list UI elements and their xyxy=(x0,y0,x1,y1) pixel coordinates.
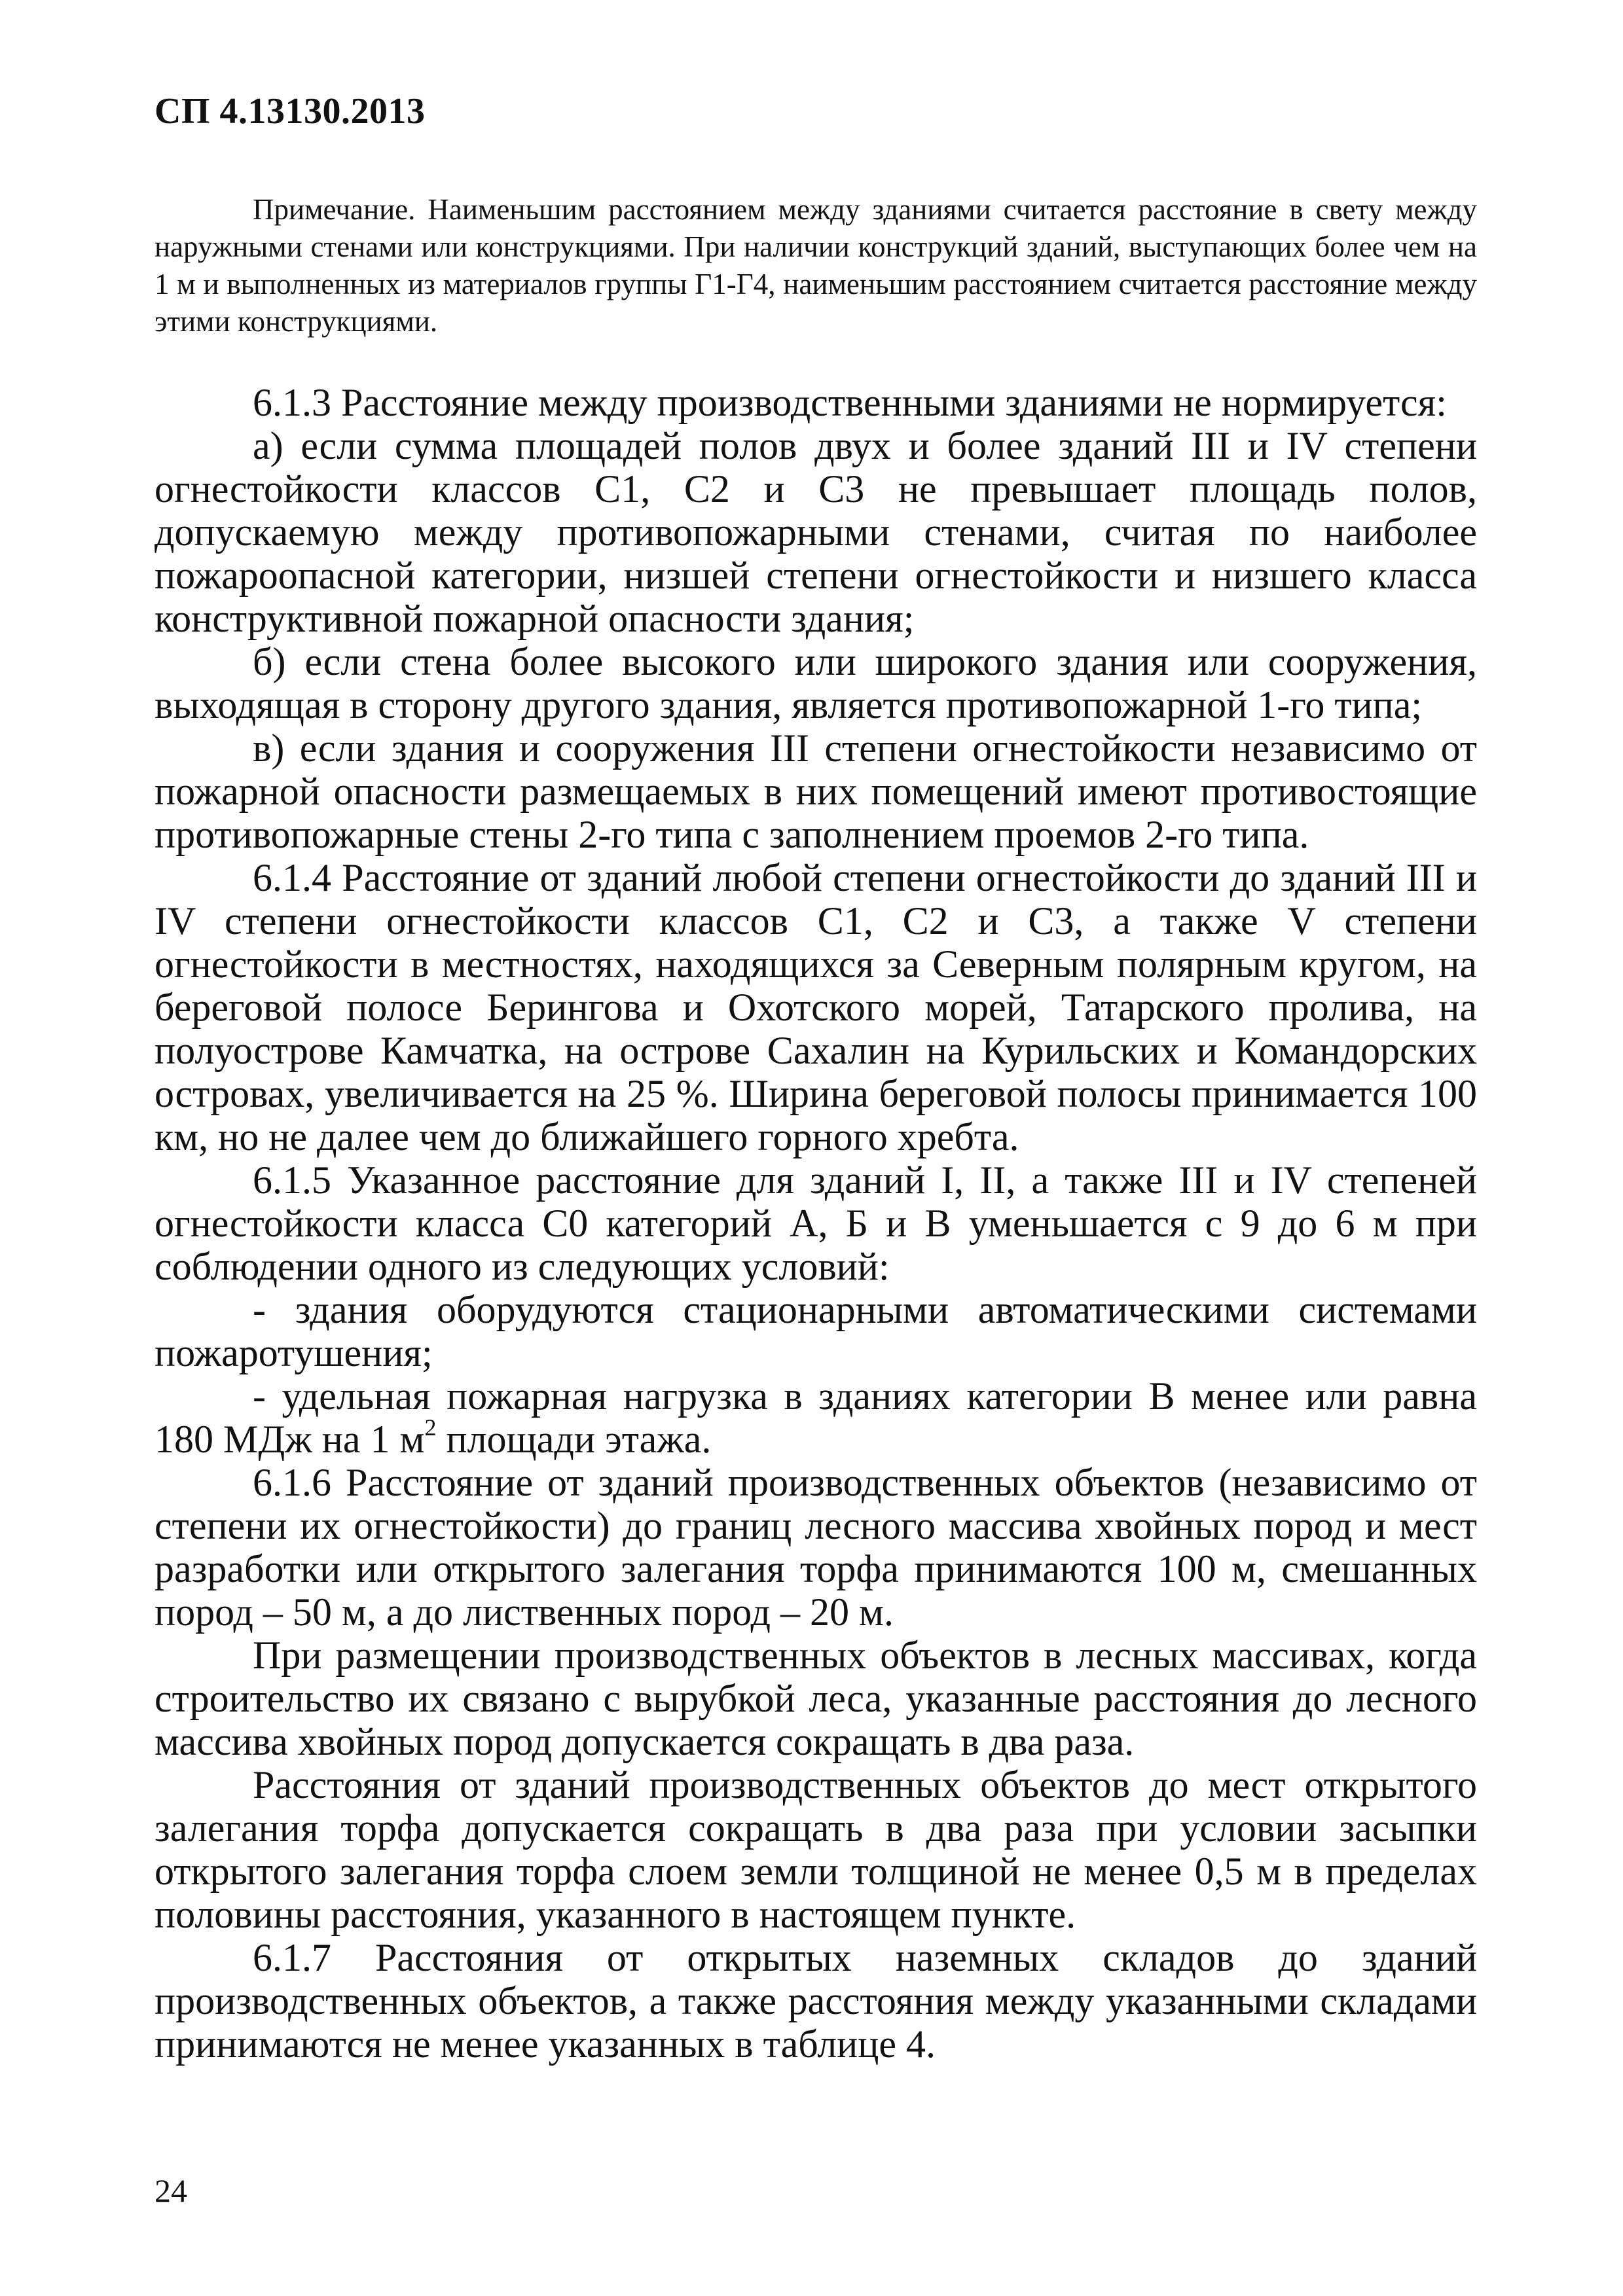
superscript-2: 2 xyxy=(424,1414,437,1441)
document-body xyxy=(155,381,1477,2066)
paragraph-6-1-6-b: При размещении производственных объектов в лесных массивах, когда строительство их связано с вырубкой леса, указанные расстояния до лесного массива хвойных пород допускается сокращать в два раза. xyxy=(155,1634,1477,1763)
page-number: 24 xyxy=(155,2172,187,2209)
paragraph-6-1-3: 6.1.3 Расстояние между производственными зданиями не нормируется: xyxy=(253,381,1447,424)
document-code-header: СП 4.13130.2013 xyxy=(155,91,426,132)
paragraph-6-1-7: 6.1.7 Расстояния от открытых наземных складов до зданий производственных объектов, а также расстояния между указанными складами принимаются не менее указанных в таблице 4. xyxy=(155,1936,1477,2066)
paragraph-6-1-4: 6.1.4 Расстояние от зданий любой степени огнестойкости до зданий III и IV степени огнестойкости классов С1, С2 и С3, а также V степени огнестойкости в местностях, находящихся за Северным полярным кругом, на береговой полосе Берингова и Охотского морей, Татарского пролива, на полуострове Камчатка, на острове Сахалин на Курильских и Командорских островах, увеличивается на 25 %. Ширина береговой полосы принимается 100 км, но не далее чем до ближайшего горного хребта. xyxy=(155,856,1477,1158)
item-2-text: - удельная пожарная нагрузка в зданиях категории В менее или равна 180 МДж на 1 м xyxy=(155,1374,1477,1461)
paragraph-6-1-3-v: в) если здания и сооружения III степени огнестойкости независимо от пожарной опасности размещаемых в них помещений имеют противостоящие противопожарные стены 2-го типа с заполнением проемов 2-го типа. xyxy=(155,726,1477,856)
paragraph-6-1-5-item-1: - здания оборудуются стационарными автоматическими системами пожаротушения; xyxy=(155,1288,1477,1374)
paragraph-6-1-5: 6.1.5 Указанное расстояние для зданий I, II, а также III и IV степеней огнестойкости класса С0 категорий А, Б и В уменьшается с 9 до 6 м при соблюдении одного из следующих условий: xyxy=(155,1158,1477,1288)
paragraph-6-1-3-b: б) если стена более высокого или широкого здания или сооружения, выходящая в сторону другого здания, является противопожарной 1-го типа; xyxy=(155,640,1477,726)
paragraph-6-1-6-c: Расстояния от зданий производственных объектов до мест открытого залегания торфа допускается сокращать в два раза при условии засыпки открытого залегания торфа слоем земли толщиной не менее 0,5 м в пределах половины расстояния, указанного в настоящем пункте. xyxy=(155,1763,1477,1936)
note-block xyxy=(155,191,1477,340)
paragraph-6-1-3-a: а) если сумма площадей полов двух и более зданий III и IV степени огнестойкости классов С1, С2 и С3 не превышает площадь полов, допускаемую между противопожарными стенами, считая по наиболее пожароопасной категории, низшей степени огнестойкости и низшего класса конструктивной пожарной опасности здания; xyxy=(155,424,1477,640)
paragraph-6-1-6: 6.1.6 Расстояние от зданий производственных объектов (независимо от степени их огнестойкости) до границ лесного массива хвойных пород и мест разработки или открытого залегания торфа принимаются 100 м, смешанных пород – 50 м, а до лиственных пород – 20 м. xyxy=(155,1461,1477,1634)
item-2-text-end: площади этажа. xyxy=(436,1418,712,1461)
paragraph-6-1-5-item-2 xyxy=(155,1374,1477,1461)
note-paragraph: Примечание. Наименьшим расстоянием между зданиями считается расстояние в свету между наружными стенами или конструкциями. При наличии конструкций зданий, выступающих более чем на 1 м и выполненных из материалов группы Г1-Г4, наименьшим расстоянием считается расстояние между этими конструкциями. xyxy=(155,193,1477,338)
